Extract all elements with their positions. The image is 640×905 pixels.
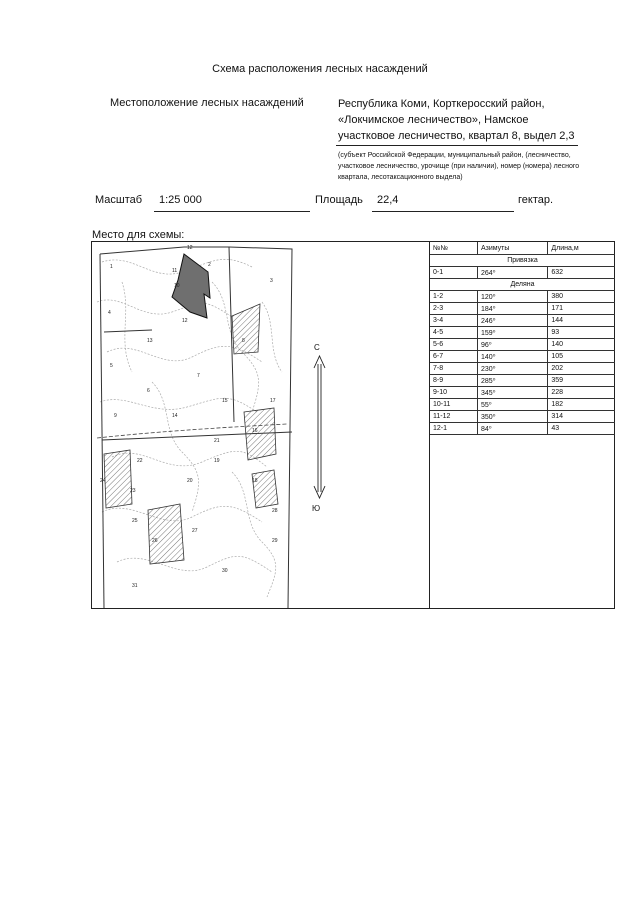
map-stand-11: 11 xyxy=(172,268,178,274)
binding-section-row xyxy=(430,255,615,267)
azimuth-cell: 264⁰ xyxy=(477,267,547,279)
map-stand-17: 17 xyxy=(270,398,276,404)
azimuth-cell: 55⁰ xyxy=(477,399,547,411)
segment-cell: 4-5 xyxy=(430,327,477,339)
header-number: №№ xyxy=(430,242,477,255)
table-row xyxy=(430,351,615,363)
segment-cell: 2-3 xyxy=(430,303,477,315)
segment-cell: 5-6 xyxy=(430,339,477,351)
table-row xyxy=(430,291,615,303)
length-cell: 632 xyxy=(548,267,615,279)
map-stand-9: 9 xyxy=(114,413,117,419)
map-stand-31: 31 xyxy=(132,583,138,589)
scale-label: Масштаб xyxy=(95,194,143,206)
length-cell: 93 xyxy=(548,327,615,339)
coordinates-table-box xyxy=(429,242,615,608)
azimuth-cell: 246⁰ xyxy=(477,315,547,327)
map-stand-25: 25 xyxy=(132,518,138,524)
map-stand-21: 21 xyxy=(214,438,220,444)
map-stand-22: 22 xyxy=(137,458,143,464)
azimuth-cell: 96⁰ xyxy=(477,339,547,351)
table-row xyxy=(430,387,615,399)
scale-value: 1:25 000 xyxy=(159,194,202,206)
azimuth-cell: 230⁰ xyxy=(477,363,547,375)
azimuth-cell: 120⁰ xyxy=(477,291,547,303)
map-stand-2: 2 xyxy=(208,262,211,268)
length-cell: 144 xyxy=(548,315,615,327)
table-row xyxy=(430,303,615,315)
map-stand-16: 16 xyxy=(252,428,258,434)
table-row xyxy=(430,363,615,375)
area-rule xyxy=(372,211,514,212)
location-note: (субъект Российской Федерации, муниципальный район, (лесничество, участковое лесничество, урочище (при наличии), номер (номера) лесного квартала, лесотаксационного выдела) xyxy=(338,152,580,181)
length-cell: 43 xyxy=(548,423,615,435)
table-row xyxy=(430,339,615,351)
map-stand-30: 30 xyxy=(222,568,228,574)
segment-cell: 7-8 xyxy=(430,363,477,375)
length-cell: 171 xyxy=(548,303,615,315)
plot-section-row xyxy=(430,279,615,291)
map-stand-1: 1 xyxy=(110,264,113,270)
table-row xyxy=(430,315,615,327)
table-header-row xyxy=(430,242,615,255)
map-stand-14: 14 xyxy=(172,413,178,419)
segment-cell: 1-2 xyxy=(430,291,477,303)
map-stand-7: 7 xyxy=(197,373,200,379)
area-label: Площадь xyxy=(315,194,363,206)
map-stand-3: 3 xyxy=(270,278,273,284)
length-cell: 202 xyxy=(548,363,615,375)
azimuth-cell: 285⁰ xyxy=(477,375,547,387)
compass-north: С xyxy=(314,343,320,352)
map-top-number: 12 xyxy=(187,245,193,251)
segment-cell: 9-10 xyxy=(430,387,477,399)
table-row xyxy=(430,411,615,423)
page-title: Схема расположения лесных насаждений xyxy=(212,63,428,75)
forest-map-drawing xyxy=(92,242,429,608)
length-cell: 359 xyxy=(548,375,615,387)
location-value: Республика Коми, Корткеросский район, «Локчимское лесничество», Намское участковое лесничество, квартал 8, выдел 2,3 xyxy=(338,98,575,142)
segment-cell: 0-1 xyxy=(430,267,477,279)
map-stand-29: 29 xyxy=(272,538,278,544)
map-stand-6: 6 xyxy=(147,388,150,394)
table-row xyxy=(430,423,615,435)
plot-section-row-title: Деляна xyxy=(430,279,615,291)
length-cell: 105 xyxy=(548,351,615,363)
binding-section-row-title: Привязка xyxy=(430,255,615,267)
segment-cell: 3-4 xyxy=(430,315,477,327)
segment-cell: 8-9 xyxy=(430,375,477,387)
map-stand-13: 13 xyxy=(147,338,153,344)
map-stand-20: 20 xyxy=(187,478,193,484)
map-stand-18: 18 xyxy=(252,478,258,484)
header-length: Длина,м xyxy=(548,242,615,255)
forest-map xyxy=(92,242,429,608)
coordinates-table xyxy=(430,242,615,435)
map-stand-4: 4 xyxy=(108,310,111,316)
area-value: 22,4 xyxy=(377,194,399,206)
compass-south: Ю xyxy=(312,504,321,513)
map-stand-5: 5 xyxy=(110,363,113,369)
length-cell: 314 xyxy=(548,411,615,423)
table-row xyxy=(430,327,615,339)
segment-cell: 10-11 xyxy=(430,399,477,411)
coordinates-table-body xyxy=(430,255,615,435)
length-cell: 140 xyxy=(548,339,615,351)
azimuth-cell: 345⁰ xyxy=(477,387,547,399)
map-stand-19: 19 xyxy=(214,458,220,464)
segment-cell: 12-1 xyxy=(430,423,477,435)
map-stand-24: 24 xyxy=(100,478,106,484)
map-stand-10: 10 xyxy=(174,283,180,289)
map-stand-27: 27 xyxy=(192,528,198,534)
location-label: Местоположение лесных насаждений xyxy=(110,97,304,109)
table-row xyxy=(430,375,615,387)
scale-rule xyxy=(154,211,310,212)
azimuth-cell: 140⁰ xyxy=(477,351,547,363)
map-stand-26: 26 xyxy=(152,538,158,544)
header-azimuth: Азимуты xyxy=(477,242,547,255)
azimuth-cell: 184⁰ xyxy=(477,303,547,315)
map-stand-15: 15 xyxy=(222,398,228,404)
segment-cell: 6-7 xyxy=(430,351,477,363)
length-cell: 228 xyxy=(548,387,615,399)
map-stand-8: 8 xyxy=(242,338,245,344)
scheme-label: Место для схемы: xyxy=(92,229,185,241)
azimuth-cell: 350⁰ xyxy=(477,411,547,423)
map-stand-28: 28 xyxy=(272,508,278,514)
length-cell: 380 xyxy=(548,291,615,303)
table-row xyxy=(430,399,615,411)
scheme-frame xyxy=(91,241,615,609)
length-cell: 182 xyxy=(548,399,615,411)
segment-cell: 11-12 xyxy=(430,411,477,423)
map-stand-23: 23 xyxy=(130,488,136,494)
azimuth-cell: 159⁰ xyxy=(477,327,547,339)
area-unit: гектар. xyxy=(518,194,554,206)
azimuth-cell: 84⁰ xyxy=(477,423,547,435)
table-row xyxy=(430,267,615,279)
location-rule xyxy=(336,145,578,146)
map-stand-12: 12 xyxy=(182,318,188,324)
